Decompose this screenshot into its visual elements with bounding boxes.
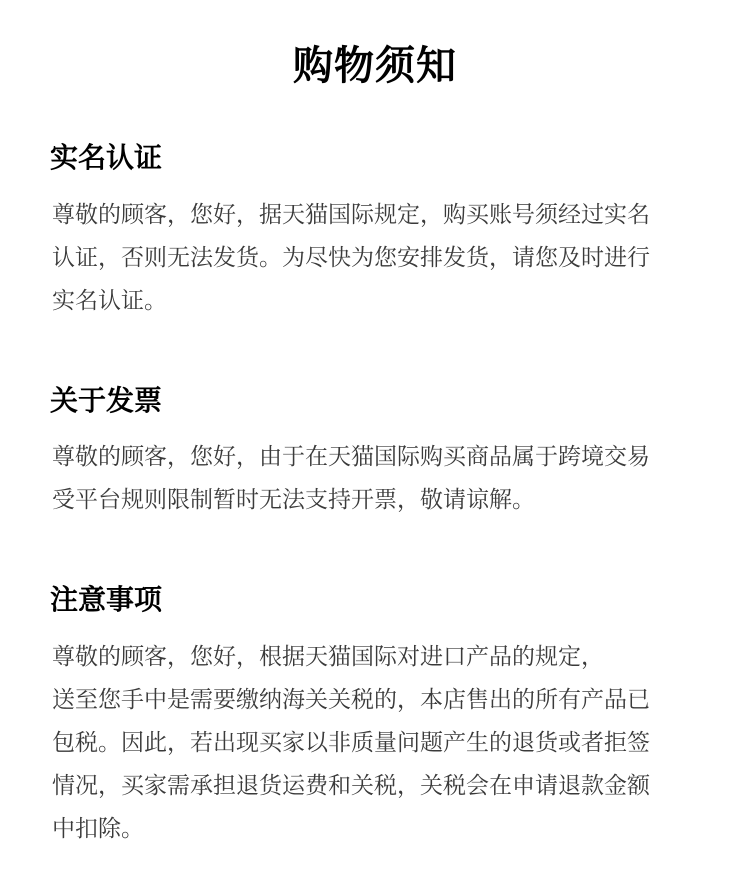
section-heading-real-name-verification: 实名认证 [50,141,163,174]
section-heading-invoice: 关于发票 [50,384,163,417]
page-title: 购物须知 [293,43,457,89]
section-body-notes [52,636,702,851]
body-line: 实名认证。 [52,288,167,314]
body-line: 受平台规则限制暂时无法支持开票，敬请谅解。 [52,487,535,513]
section-body-real-name-verification [52,194,702,323]
body-line: 尊敬的顾客，您好，根据天猫国际对进口产品的规定， [52,644,604,670]
body-line: 情况，买家需承担退货运费和关税，关税会在申请退款金额 [52,773,650,799]
section-body-invoice [52,436,702,522]
body-line: 认证，否则无法发货。为尽快为您安排发货，请您及时进行 [52,245,650,271]
body-line: 中扣除。 [52,816,144,842]
section-heading-notes: 注意事项 [50,583,163,616]
body-line: 尊敬的顾客，您好，据天猫国际规定，购买账号须经过实名 [52,202,650,228]
body-line: 包税。因此，若出现买家以非质量问题产生的退货或者拒签 [52,730,650,756]
body-line: 尊敬的顾客，您好，由于在天猫国际购买商品属于跨境交易 [52,444,650,470]
body-line: 送至您手中是需要缴纳海关关税的，本店售出的所有产品已 [52,687,650,713]
